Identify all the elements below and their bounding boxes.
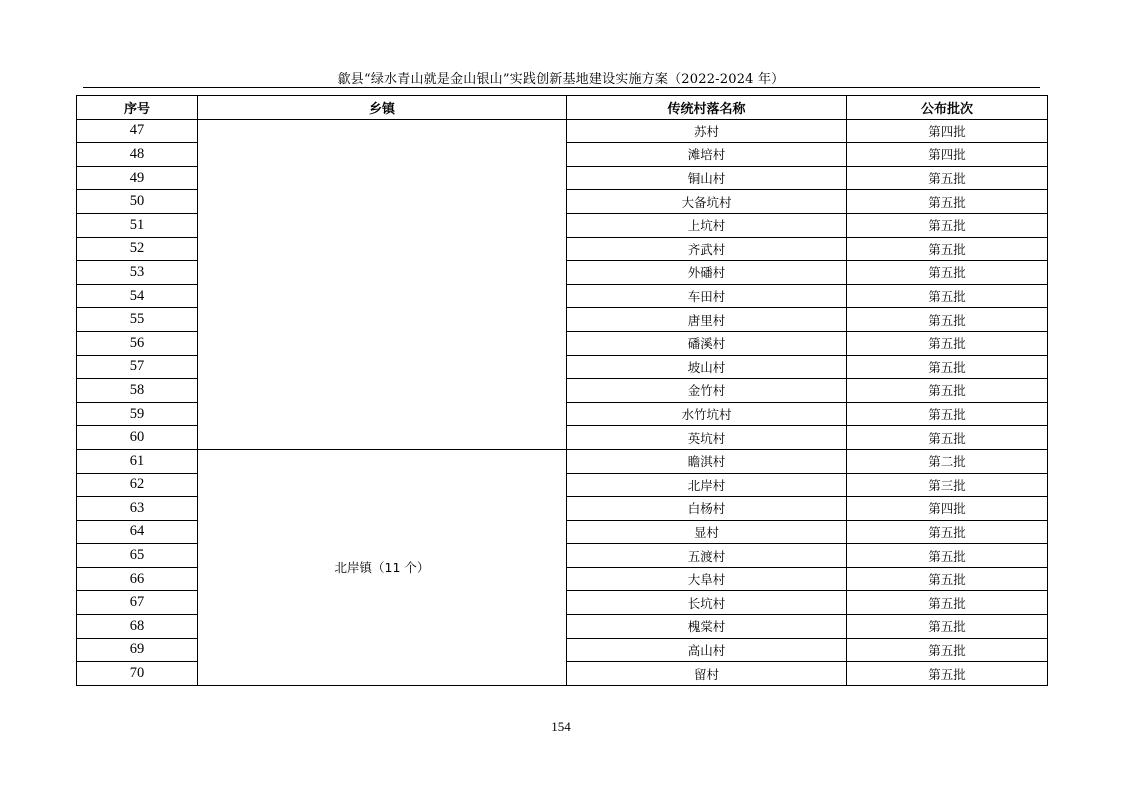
village-name-cell: 大备坑村	[567, 190, 847, 214]
serial-number-cell: 53	[77, 261, 198, 285]
village-name-cell: 英坑村	[567, 426, 847, 450]
traditional-villages-table	[76, 95, 1048, 686]
batch-cell: 第五批	[847, 213, 1048, 237]
batch-cell: 第三批	[847, 473, 1048, 497]
village-name-cell: 水竹坑村	[567, 402, 847, 426]
column-header-town: 乡镇	[198, 96, 567, 120]
village-name-cell: 铜山村	[567, 166, 847, 190]
batch-cell: 第五批	[847, 331, 1048, 355]
village-name-cell: 外磻村	[567, 261, 847, 285]
batch-cell: 第五批	[847, 355, 1048, 379]
column-header-village-name: 传统村落名称	[567, 96, 847, 120]
village-name-cell: 唐里村	[567, 308, 847, 332]
serial-number-cell: 62	[77, 473, 198, 497]
serial-number-cell: 60	[77, 426, 198, 450]
village-name-cell: 北岸村	[567, 473, 847, 497]
village-name-cell: 车田村	[567, 284, 847, 308]
village-name-cell: 白杨村	[567, 497, 847, 521]
batch-cell: 第五批	[847, 402, 1048, 426]
serial-number-cell: 56	[77, 331, 198, 355]
column-header-serial: 序号	[77, 96, 198, 120]
serial-number-cell: 57	[77, 355, 198, 379]
serial-number-cell: 49	[77, 166, 198, 190]
serial-number-cell: 66	[77, 567, 198, 591]
serial-number-cell: 48	[77, 143, 198, 167]
serial-number-cell: 51	[77, 213, 198, 237]
serial-number-cell: 69	[77, 638, 198, 662]
batch-cell: 第二批	[847, 449, 1048, 473]
table-row	[77, 449, 1048, 473]
serial-number-cell: 63	[77, 497, 198, 521]
village-name-cell: 瞻淇村	[567, 449, 847, 473]
serial-number-cell: 58	[77, 379, 198, 403]
town-cell	[198, 119, 567, 449]
batch-cell: 第四批	[847, 143, 1048, 167]
batch-cell: 第四批	[847, 497, 1048, 521]
batch-cell: 第五批	[847, 379, 1048, 403]
batch-cell: 第五批	[847, 190, 1048, 214]
header-divider	[83, 87, 1040, 88]
serial-number-cell: 55	[77, 308, 198, 332]
serial-number-cell: 54	[77, 284, 198, 308]
serial-number-cell: 68	[77, 615, 198, 639]
village-name-cell: 齐武村	[567, 237, 847, 261]
serial-number-cell: 64	[77, 520, 198, 544]
serial-number-cell: 65	[77, 544, 198, 568]
table-body	[77, 119, 1048, 685]
table-header-row	[77, 96, 1048, 120]
batch-cell: 第五批	[847, 520, 1048, 544]
village-name-cell: 滩培村	[567, 143, 847, 167]
batch-cell: 第五批	[847, 261, 1048, 285]
serial-number-cell: 50	[77, 190, 198, 214]
column-header-batch: 公布批次	[847, 96, 1048, 120]
batch-cell: 第五批	[847, 638, 1048, 662]
village-name-cell: 金竹村	[567, 379, 847, 403]
page-number: 154	[551, 719, 571, 734]
serial-number-cell: 52	[77, 237, 198, 261]
village-name-cell: 长坑村	[567, 591, 847, 615]
batch-cell: 第五批	[847, 426, 1048, 450]
batch-cell: 第五批	[847, 284, 1048, 308]
serial-number-cell: 47	[77, 119, 198, 143]
batch-cell: 第五批	[847, 166, 1048, 190]
town-cell: 北岸镇（11 个）	[198, 449, 567, 685]
batch-cell: 第四批	[847, 119, 1048, 143]
village-name-cell: 苏村	[567, 119, 847, 143]
village-name-cell: 五渡村	[567, 544, 847, 568]
page-header-title: 歙县“绿水青山就是金山银山”实践创新基地建设实施方案（2022-2024 年）	[337, 72, 785, 87]
village-name-cell: 高山村	[567, 638, 847, 662]
serial-number-cell: 70	[77, 662, 198, 686]
batch-cell: 第五批	[847, 591, 1048, 615]
village-name-cell: 上坑村	[567, 213, 847, 237]
batch-cell: 第五批	[847, 615, 1048, 639]
village-name-cell: 槐棠村	[567, 615, 847, 639]
batch-cell: 第五批	[847, 567, 1048, 591]
batch-cell: 第五批	[847, 662, 1048, 686]
village-name-cell: 磻溪村	[567, 331, 847, 355]
serial-number-cell: 67	[77, 591, 198, 615]
village-name-cell: 大阜村	[567, 567, 847, 591]
batch-cell: 第五批	[847, 308, 1048, 332]
village-name-cell: 坡山村	[567, 355, 847, 379]
serial-number-cell: 59	[77, 402, 198, 426]
table-row	[77, 119, 1048, 143]
village-name-cell: 显村	[567, 520, 847, 544]
batch-cell: 第五批	[847, 237, 1048, 261]
village-name-cell: 留村	[567, 662, 847, 686]
batch-cell: 第五批	[847, 544, 1048, 568]
serial-number-cell: 61	[77, 449, 198, 473]
